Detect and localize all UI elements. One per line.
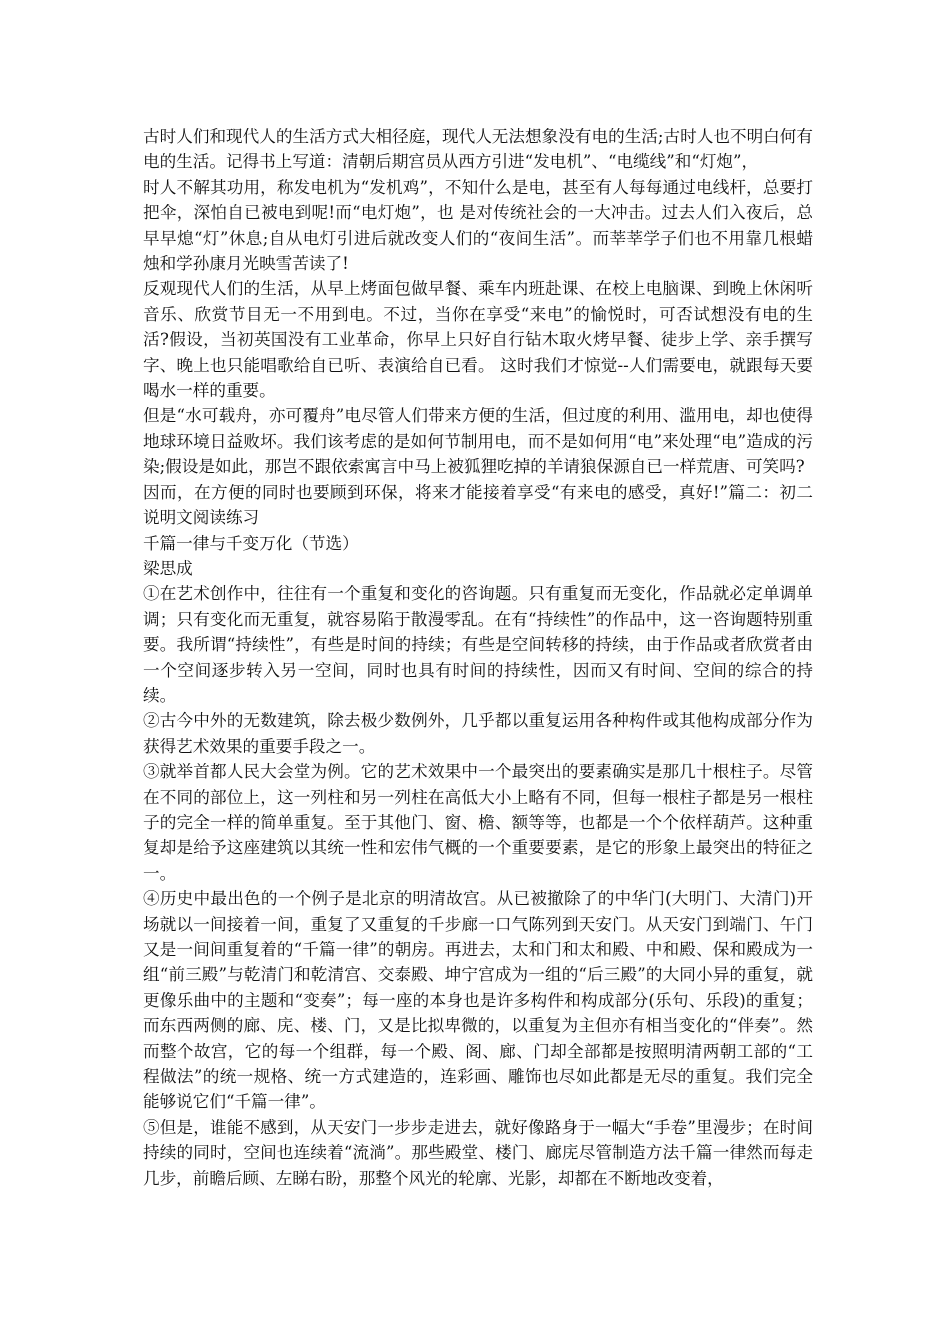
paragraph-10: ③就举首都人民大会堂为例。它的艺术效果中一个最突出的要素确实是那几十根柱子。尽管在不同的部位上，这一列柱和另一列柱在高低大小上略有不同，但每一根柱子都是另一根柱子的完全一样的简单重复。至于其他门、窗、檐、额等等，也都是一个个依样葫芦。这种重复却是给予这座建筑以其统一性和宏伟气概的一个重要要素，是它的形象上最突出的特征之一。 [143,762,813,883]
section-title: 千篇一律与千变万化（节选） [143,533,359,553]
paragraph-11: ④历史中最出色的一个例子是北京的明清故宫。从已被撤除了的中华门(大明门、大清门)开场就以一间接着一间，重复了又重复的千步廊一口气陈列到天安门。从天安门到端门、午门又是一间间重复着的“千篇一律”的朝房。再进去，太和门和太和殿、中和殿、保和殿成为一组“前三殿”与乾清门和乾清宫、交泰殿、坤宁宫成为一组的“后三殿”的大同小异的重复，就更像乐曲中的主题和“变奏”；每一座的本身也是许多构件和构成部分(乐句、乐段)的重复；而东西两侧的廊、庑、楼、门，又是比拟卑微的，以重复为主但亦有相当变化的“伴奏”。然而整个故宫，它的每一个组群，每一个殿、阁、廊、门却全部都是按照明清两朝工部的“工程做法”的统一规格、统一方式建造的，连彩画、雕饰也尽如此都是无尽的重复。我们完全能够说它们“千篇一律”。 [143,889,813,1112]
paragraph-12: ⑤但是，谁能不感到，从天安门一步步走进去，就好像路身于一幅大“手卷”里漫步；在时间持续的同时，空间也连续着“流淌”。那些殿堂、楼门、廊庑尽管制造方法千篇一律然而每走几步，前瞻后顾、左睇右盼，那整个风光的轮廓、光影，却都在不断地改变着， [143,1117,813,1188]
paragraph-5: 因而，在方便的同时也要顾到环保，将来才能接着享受“有来电的感受，真好!”篇二：初二说明文阅读练习 [143,482,813,528]
paragraph-2: 时人不解其功用，称发电机为“发机鸡”，不知什么是电，甚至有人每每通过电线杆，总要打把伞，深怕自已被电到呢!而“电灯炮”，也 是对传统社会的一大冲击。过去人们入夜后，总早早熄“灯”休息;自从电灯引进后就改变人们的“夜间生活”。而莘莘学子们也不用靠几根蜡烛和学孙康月光映雪苦读了! [143,177,813,274]
author-name: 梁思成 [143,558,193,578]
paragraph-9: ②古今中外的无数建筑，除去极少数例外，几乎都以重复运用各种构件或其他构成部分作为获得艺术效果的重要手段之一。 [143,711,813,756]
paragraph-1: 古时人们和现代人的生活方式大相径庭，现代人无法想象没有电的生活;古时人也不明白何有电的生活。记得书上写道：清朝后期宫员从西方引进“发电机”、“电缆线”和“灯炮”， [143,127,813,172]
paragraph-8: ①在艺术创作中，往往有一个重复和变化的咨询题。只有重复而无变化，作品就必定单调单调；只有变化而无重复，就容易陷于散漫零乱。在有“持续性”的作品中，这一咨询题特别重要。我所谓“持续性”，有些是时间的持续；有些是空间转移的持续，由于作品或者欣赏者由一个空间逐步转入另一空间，同时也具有时间的持续性，因而又有时间、空间的综合的持续。 [143,584,813,705]
document-body [143,124,813,1191]
paragraph-4: 但是“水可载舟，亦可覆舟”电尽管人们带来方便的生活，但过度的利用、滥用电，却也使得地球环境日益败坏。我们该考虑的是如何节制用电，而不是如何用“电”来处理“电”造成的污染;假设是如此，那岂不跟依索寓言中马上被狐狸吃掉的羊请狼保源自已一样荒唐、可笑吗? [143,406,813,477]
paragraph-3: 反观现代人们的生活，从早上烤面包做早餐、乘车内班赴课、在校上电脑课、到晚上休闲听音乐、欣赏节目无一不用到电。不过，当你在享受“来电”的愉悦时，可否试想没有电的生活?假设，当初英国没有工业革命，你早上只好自行钻木取火烤早餐、徒步上学、亲手撰写字、晚上也只能唱歌给自已听、表演给自已看。 这时我们才惊觉--人们需要电，就跟每天要喝水一样的重要。 [143,279,813,401]
